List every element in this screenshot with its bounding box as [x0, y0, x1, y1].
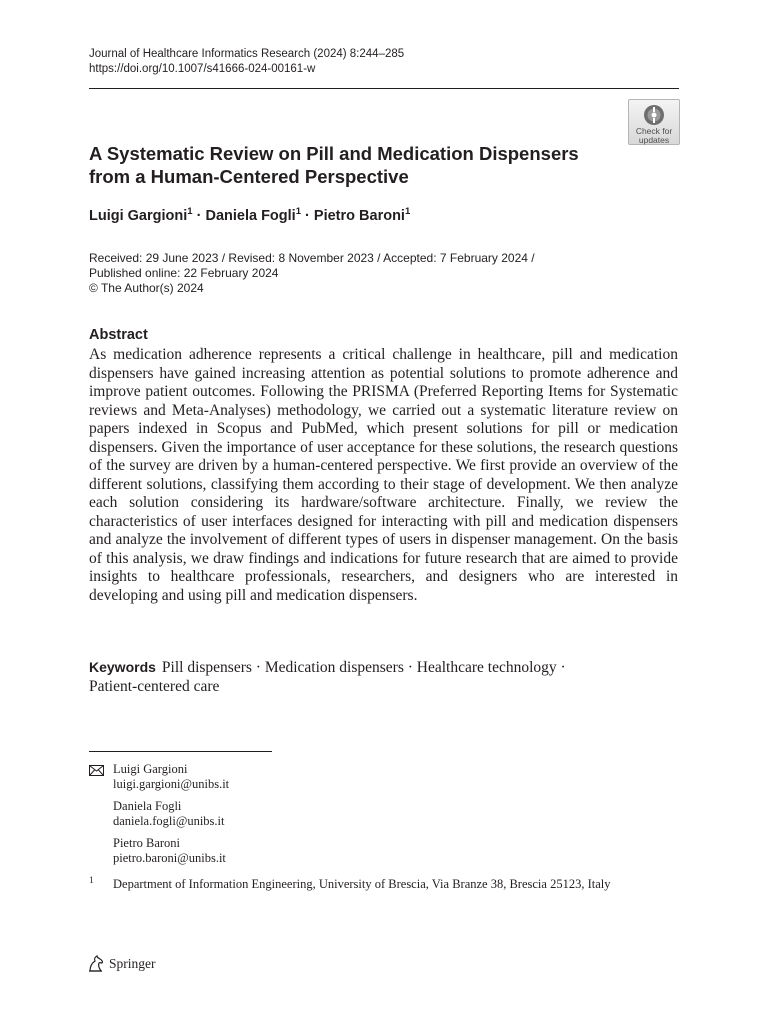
author-name[interactable]: Pietro Baroni	[313, 208, 405, 224]
contact-name: Daniela Fogli	[113, 799, 182, 813]
check-updates-line1: Check for	[635, 126, 673, 136]
journal-citation: Journal of Healthcare Informatics Research (2024) 8:244–285	[89, 48, 405, 60]
author-list	[89, 208, 649, 224]
title-line-1: A Systematic Review on Pill and Medication Dispensers	[89, 143, 579, 164]
corresponding-contacts	[89, 762, 649, 873]
check-updates-line2: updates	[638, 134, 670, 145]
journal-header	[89, 47, 684, 77]
contact-name: Luigi Gargioni	[113, 762, 188, 776]
keywords-section	[89, 658, 678, 696]
author-separator: ·	[192, 208, 206, 224]
keywords-line-2: Patient-centered care	[89, 678, 220, 695]
check-for-updates-badge[interactable]	[628, 99, 680, 145]
publisher-logo	[87, 955, 156, 973]
abstract-text: As medication adherence represents a critical challenge in healthcare, pill and medication dispensers have gained increasing attention as potential solutions to promote adherence and improve patient outcomes. Following the PRISMA (Preferred Reporting Items for Systematic reviews and Meta-Analyses) methodology, we carried out a systematic literature review on papers indexed in Scopus and PubMed, which present solutions for pill or medication dispensers. Given the importance of user acceptance for these solutions, the research questions of the survey are driven by a human-centered perspective. We first provide an overview of the different solutions, classifying them according to their stage of development. We then analyze each solution considering its hardware/software architecture. Finally, we review the characteristics of user interfaces designed for interacting with pill and medication dispensers and analyze the involvement of different types of users in dispenser management. On the basis of this analysis, we draw findings and indications for future research that are aimed to provide insights to healthcare professionals, researchers, and designers who are interested in developing and using pill and medication dispensers.	[89, 346, 678, 604]
keywords-label: Keywords	[89, 659, 156, 675]
contact-email[interactable]: daniela.fogli@unibs.it	[113, 814, 225, 828]
contact-entry	[113, 762, 649, 792]
contact-entry	[113, 799, 649, 829]
author-separator: ·	[301, 208, 314, 224]
publisher-name: Springer	[109, 956, 156, 971]
affiliation-number: 1	[89, 876, 94, 886]
paper-title	[89, 142, 609, 188]
dates-line-1: Received: 29 June 2023 / Revised: 8 November 2023 / Accepted: 7 February 2024 /	[89, 251, 535, 265]
title-line-2: from a Human-Centered Perspective	[89, 166, 409, 187]
author-name[interactable]: Luigi Gargioni	[89, 208, 188, 224]
contact-name: Pietro Baroni	[113, 836, 181, 850]
copyright-line: © The Author(s) 2024	[89, 281, 204, 295]
author-affiliation-marker: 1	[187, 206, 193, 218]
author-affiliation-marker: 1	[404, 206, 411, 218]
dates-line-2: Published online: 22 February 2024	[89, 266, 279, 280]
keywords-line-1: Pill dispensers · Medication dispensers · Healthcare technology ·	[161, 659, 566, 676]
author-name[interactable]: Daniela Fogli	[205, 208, 296, 224]
contact-entry	[113, 836, 649, 866]
affiliation-text: Department of Information Engineering, University of Brescia, Via Branze 38, Brescia 25123, Italy	[113, 877, 611, 891]
header-divider	[89, 88, 679, 89]
author-affiliation-marker: 1	[295, 206, 302, 218]
affiliation-footnote	[89, 877, 679, 892]
abstract-heading: Abstract	[89, 327, 148, 343]
check-updates-icon	[642, 103, 666, 127]
springer-horse-icon	[87, 955, 105, 973]
footnote-divider	[89, 751, 272, 752]
contact-email[interactable]: luigi.gargioni@unibs.it	[113, 777, 230, 791]
doi-link[interactable]: https://doi.org/10.1007/s41666-024-00161-w	[89, 63, 316, 75]
envelope-icon	[89, 765, 104, 776]
publication-dates	[89, 251, 659, 296]
contact-email[interactable]: pietro.baroni@unibs.it	[113, 851, 226, 865]
